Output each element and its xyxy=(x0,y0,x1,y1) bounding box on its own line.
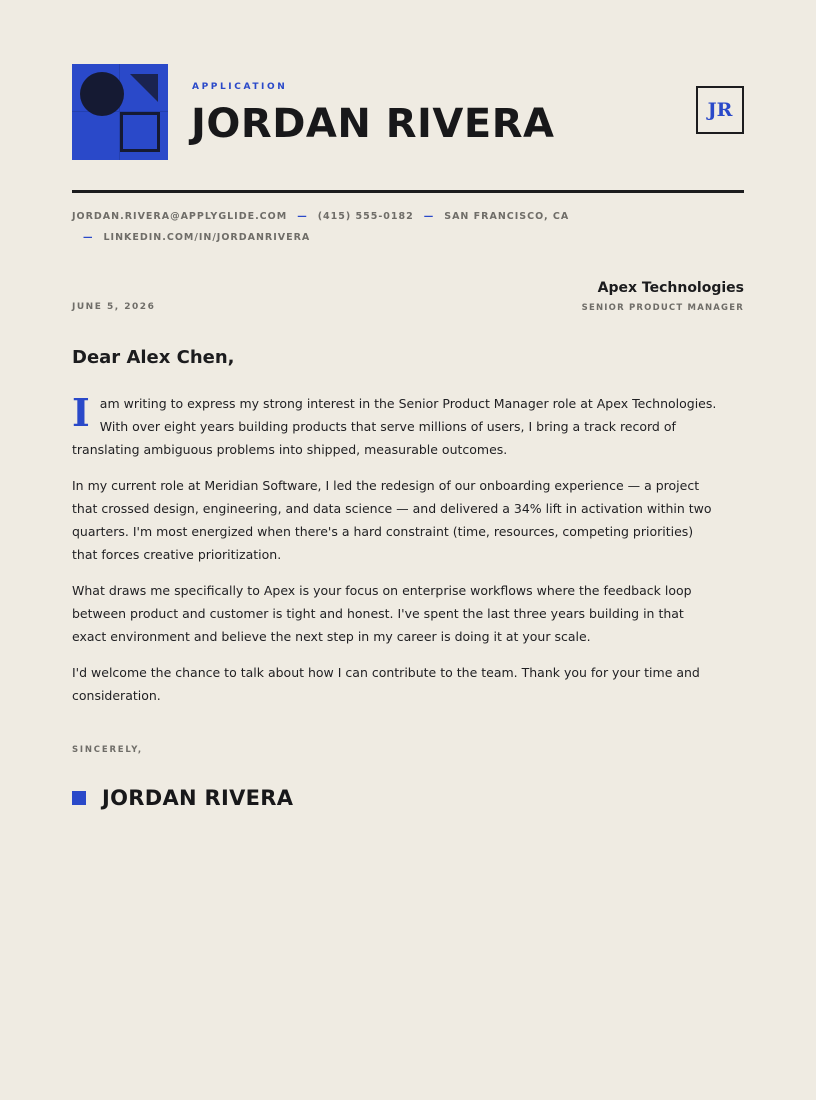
separator: — xyxy=(297,211,308,222)
paragraph-2: In my current role at Meridian Software, I led the redesign of our onboarding experience — a project that crossed design, engineering, and data science — and delivered a 34% lift in activation within two quarters. I'm most energized when there's a hard constraint (time, resources, competing priorities) that forces creative prioritization. xyxy=(72,478,712,562)
header-divider xyxy=(72,190,744,193)
company-name: Apex Technologies xyxy=(597,280,744,296)
position-title: SENIOR PRODUCT MANAGER xyxy=(581,303,744,313)
paragraph-3: What draws me specifically to Apex is your focus on enterprise workflows where the feedback loop between product and customer is tight and honest. I've spent the last three years building in that exact environment and believe the next step in my career is doing it at your scale. xyxy=(72,583,692,644)
monogram-badge: JR xyxy=(696,86,744,134)
eyebrow-label: APPLICATION xyxy=(192,82,288,92)
triangle-shape xyxy=(130,74,158,102)
location-text: SAN FRANCISCO, CA xyxy=(444,211,570,222)
drop-cap: I xyxy=(72,390,90,435)
phone-text: (415) 555-0182 xyxy=(317,211,414,222)
letter-body xyxy=(72,392,722,720)
paragraph-1: Iam writing to express my strong interest in the Senior Product Manager role at Apex Technologies. With over eight years building products that serve millions of users, I bring a track record of translating ambiguous problems into shipped, measurable outcomes. xyxy=(72,390,717,457)
separator: — xyxy=(423,211,435,222)
signature-block xyxy=(72,786,293,810)
paragraph-4: I'd welcome the chance to talk about how I can contribute to the team. Thank you for your time and consideration. xyxy=(72,665,700,703)
linkedin-text: LINKEDIN.COM/IN/JORDANRIVERA xyxy=(103,232,311,243)
contact-info xyxy=(72,206,744,248)
cover-letter xyxy=(72,64,744,810)
email-text: JORDAN.RIVERA@APPLYGLIDE.COM xyxy=(72,211,288,222)
closing-text: SINCERELY, xyxy=(72,745,143,755)
letter-date: JUNE 5, 2026 xyxy=(72,302,156,312)
applicant-name: JORDAN RIVERA xyxy=(191,101,555,147)
recipient-block xyxy=(582,278,744,313)
square-bullet-icon xyxy=(72,791,86,805)
circle-shape xyxy=(80,72,124,116)
salutation: Dear Alex Chen, xyxy=(72,347,235,368)
square-outline-shape xyxy=(120,112,160,152)
separator: — xyxy=(83,232,94,243)
signature-name: JORDAN RIVERA xyxy=(102,786,294,810)
letter-header xyxy=(72,64,744,160)
geometric-logo-icon xyxy=(72,64,168,160)
